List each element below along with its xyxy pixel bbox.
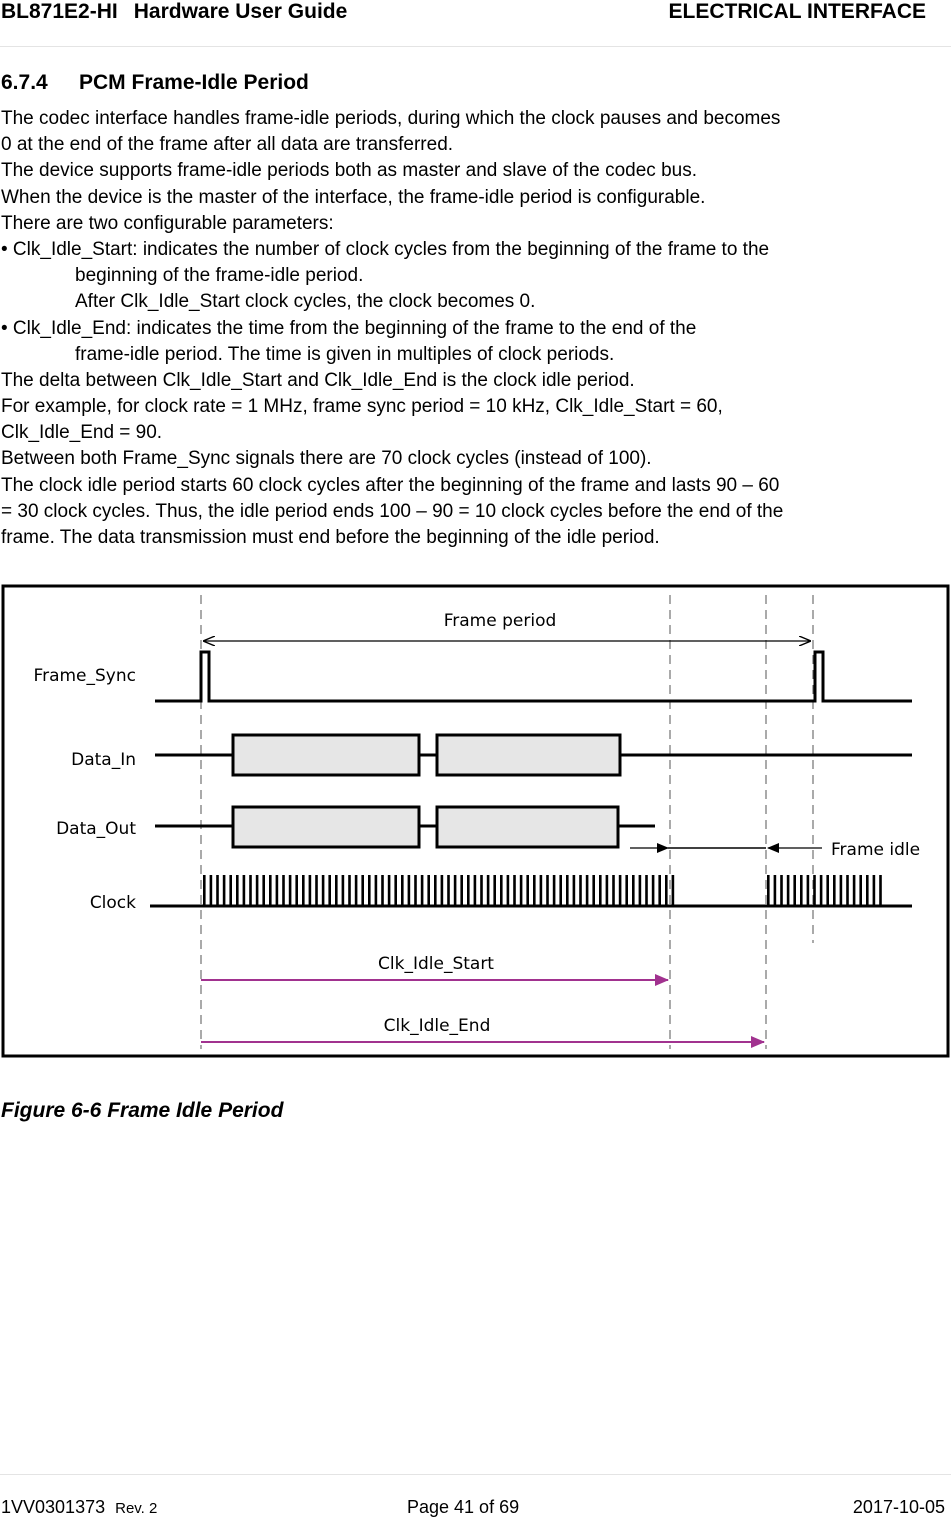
data-in-block: [437, 735, 620, 775]
clock-pulse: [309, 875, 312, 906]
clock-pulse: [866, 875, 869, 906]
clock-pulse: [526, 875, 529, 906]
clock-pulse: [249, 875, 252, 906]
clock-pulse: [441, 875, 444, 906]
footer-date: 2017-10-05: [852, 1497, 945, 1517]
clock-pulse: [612, 875, 615, 906]
clock-pulse: [474, 875, 477, 906]
clock-pulse: [579, 875, 582, 906]
clock-pulse: [269, 875, 272, 906]
header-doc-id: BL871E2-HI: [1, 0, 118, 23]
signal-data-in-label: Data_In: [71, 750, 136, 770]
signal-frame-sync-label: Frame_Sync: [33, 666, 136, 686]
signal-data-out-label: Data_Out: [56, 819, 136, 839]
clock-pulse: [813, 875, 816, 906]
footer-revision: Rev. 2: [115, 1500, 158, 1517]
clock-pulse: [216, 875, 219, 906]
figure-caption: Figure 6-6 Frame Idle Period: [1, 1099, 284, 1122]
clock-pulse: [229, 875, 232, 906]
clock-pulse: [665, 875, 668, 906]
clock-pulse: [873, 875, 876, 906]
data-in-block: [233, 735, 419, 775]
clock-pulse: [394, 875, 397, 906]
clock-pulse: [533, 875, 536, 906]
clock-pulse: [375, 875, 378, 906]
clock-pulse: [276, 875, 279, 906]
header-left: [1, 0, 347, 24]
clock-pulse: [223, 875, 226, 906]
clock-pulse: [513, 875, 516, 906]
clock-pulse: [282, 875, 285, 906]
clock-pulse: [414, 875, 417, 906]
clock-pulse: [408, 875, 411, 906]
text-line: Between both Frame_Sync signals there are 70 clock cycles (instead of 100).: [1, 448, 652, 470]
clock-pulse: [256, 875, 259, 906]
page-header: [0, 0, 951, 47]
clock-pulse: [500, 875, 503, 906]
text-line: The delta between Clk_Idle_Start and Clk_Idle_End is the clock idle period.: [1, 369, 635, 391]
clock-pulse: [879, 875, 882, 906]
clock-pulse: [639, 875, 642, 906]
clock-pulse: [236, 875, 239, 906]
clock-pulse: [774, 875, 777, 906]
section-title: PCM Frame-Idle Period: [79, 71, 309, 94]
section-number: 6.7.4: [1, 71, 48, 94]
text-line: When the device is the master of the interface, the frame-idle period is configurable.: [1, 186, 706, 208]
clock-pulse: [243, 875, 246, 906]
clk-idle-end-label: Clk_Idle_End: [383, 1016, 491, 1036]
clk-idle-start-label: Clk_Idle_Start: [378, 954, 494, 974]
footer-doc: [1, 1497, 157, 1518]
clock-pulse: [546, 875, 549, 906]
clock-pulse: [460, 875, 463, 906]
clock-pulse: [652, 875, 655, 906]
data-out-block: [437, 807, 618, 847]
frame-idle-label: Frame idle: [831, 840, 921, 860]
text-line: frame. The data transmission must end before the beginning of the idle period.: [1, 527, 660, 548]
clock-pulse: [315, 875, 318, 906]
clock-pulse: [322, 875, 325, 906]
clock-pulse: [826, 875, 829, 906]
text-line: Clk_Idle_End = 90.: [1, 422, 163, 444]
clock-pulse: [859, 875, 862, 906]
clock-pulse: [388, 875, 391, 906]
clock-pulse: [361, 875, 364, 906]
data-out-block: [233, 807, 419, 847]
clock-pulse: [586, 875, 589, 906]
clock-pulse: [262, 875, 265, 906]
clock-pulse: [520, 875, 523, 906]
clock-pulse: [210, 875, 213, 906]
text-line: The device supports frame-idle periods both as master and slave of the codec bus.: [1, 160, 697, 182]
clock-pulse: [619, 875, 622, 906]
clock-pulse: [599, 875, 602, 906]
clock-pulse: [780, 875, 783, 906]
clock-pulse: [767, 875, 770, 906]
clock-pulse: [467, 875, 470, 906]
clock-pulse: [295, 875, 298, 906]
header-section: ELECTRICAL INTERFACE: [668, 0, 926, 23]
indented-line: frame-idle period. The time is given in multiples of clock periods.: [75, 343, 615, 365]
clock-pulse: [540, 875, 543, 906]
clock-pulse: [434, 875, 437, 906]
clock-pulse: [348, 875, 351, 906]
clock-pulse: [493, 875, 496, 906]
clock-pulse: [427, 875, 430, 906]
clock-pulse: [355, 875, 358, 906]
bullet-line: • Clk_Idle_Start: indicates the number of clock cycles from the beginning of the frame to the: [1, 238, 770, 260]
clock-pulse: [507, 875, 510, 906]
frame-period-label: Frame period: [443, 611, 557, 631]
signal-clock-label: Clock: [89, 893, 136, 913]
clock-pulse: [645, 875, 648, 906]
clock-pulse: [289, 875, 292, 906]
clock-pulse: [335, 875, 338, 906]
clock-pulse: [342, 875, 345, 906]
clock-pulse: [454, 875, 457, 906]
clock-pulse: [328, 875, 331, 906]
timing-diagram: [0, 583, 951, 1061]
clock-pulse: [592, 875, 595, 906]
clock-pulse: [447, 875, 450, 906]
indented-line: After Clk_Idle_Start clock cycles, the clock becomes 0.: [75, 291, 536, 313]
clock-pulse: [853, 875, 856, 906]
clock-pulse: [840, 875, 843, 906]
clock-pulse: [672, 875, 675, 906]
text-line: There are two configurable parameters:: [1, 212, 334, 234]
text-line: The clock idle period starts 60 clock cycles after the beginning of the frame and lasts 90 – 60: [1, 474, 780, 496]
bullet-line: • Clk_Idle_End: indicates the time from the beginning of the frame to the end of the: [1, 317, 697, 339]
clock-pulse: [632, 875, 635, 906]
header-doc-title: Hardware User Guide: [133, 0, 348, 23]
indented-line: beginning of the frame-idle period.: [75, 265, 364, 287]
clock-pulse: [559, 875, 562, 906]
clock-pulse: [381, 875, 384, 906]
clock-pulse: [203, 875, 206, 906]
clock-pulse: [807, 875, 810, 906]
clock-pulse: [625, 875, 628, 906]
clock-pulse: [606, 875, 609, 906]
body-text: [1, 106, 951, 551]
clock-pulse: [566, 875, 569, 906]
text-line: 0 at the end of the frame after all data are transferred.: [1, 134, 454, 156]
clock-pulse: [368, 875, 371, 906]
clock-pulse: [487, 875, 490, 906]
clock-pulse: [793, 875, 796, 906]
clock-pulse: [846, 875, 849, 906]
clock-pulse: [787, 875, 790, 906]
clock-pulse: [800, 875, 803, 906]
clock-pulse: [401, 875, 404, 906]
text-line: The codec interface handles frame-idle periods, during which the clock pauses and becomes: [1, 108, 781, 129]
footer-page: Page 41 of 69: [407, 1497, 520, 1517]
text-line: For example, for clock rate = 1 MHz, frame sync period = 10 kHz, Clk_Idle_Start = 60,: [1, 396, 723, 418]
clock-pulse: [480, 875, 483, 906]
clock-pulse: [553, 875, 556, 906]
clock-pulse: [421, 875, 424, 906]
page-footer: [0, 1474, 951, 1527]
clock-pulse: [820, 875, 823, 906]
text-line: = 30 clock cycles. Thus, the idle period ends 100 – 90 = 10 clock cycles before the end of the: [1, 500, 784, 522]
footer-doc-number: 1VV0301373: [1, 1497, 106, 1517]
clock-pulse: [302, 875, 305, 906]
clock-pulse: [573, 875, 576, 906]
section-heading: [1, 71, 309, 95]
clock-pulse: [833, 875, 836, 906]
clock-pulse: [658, 875, 661, 906]
